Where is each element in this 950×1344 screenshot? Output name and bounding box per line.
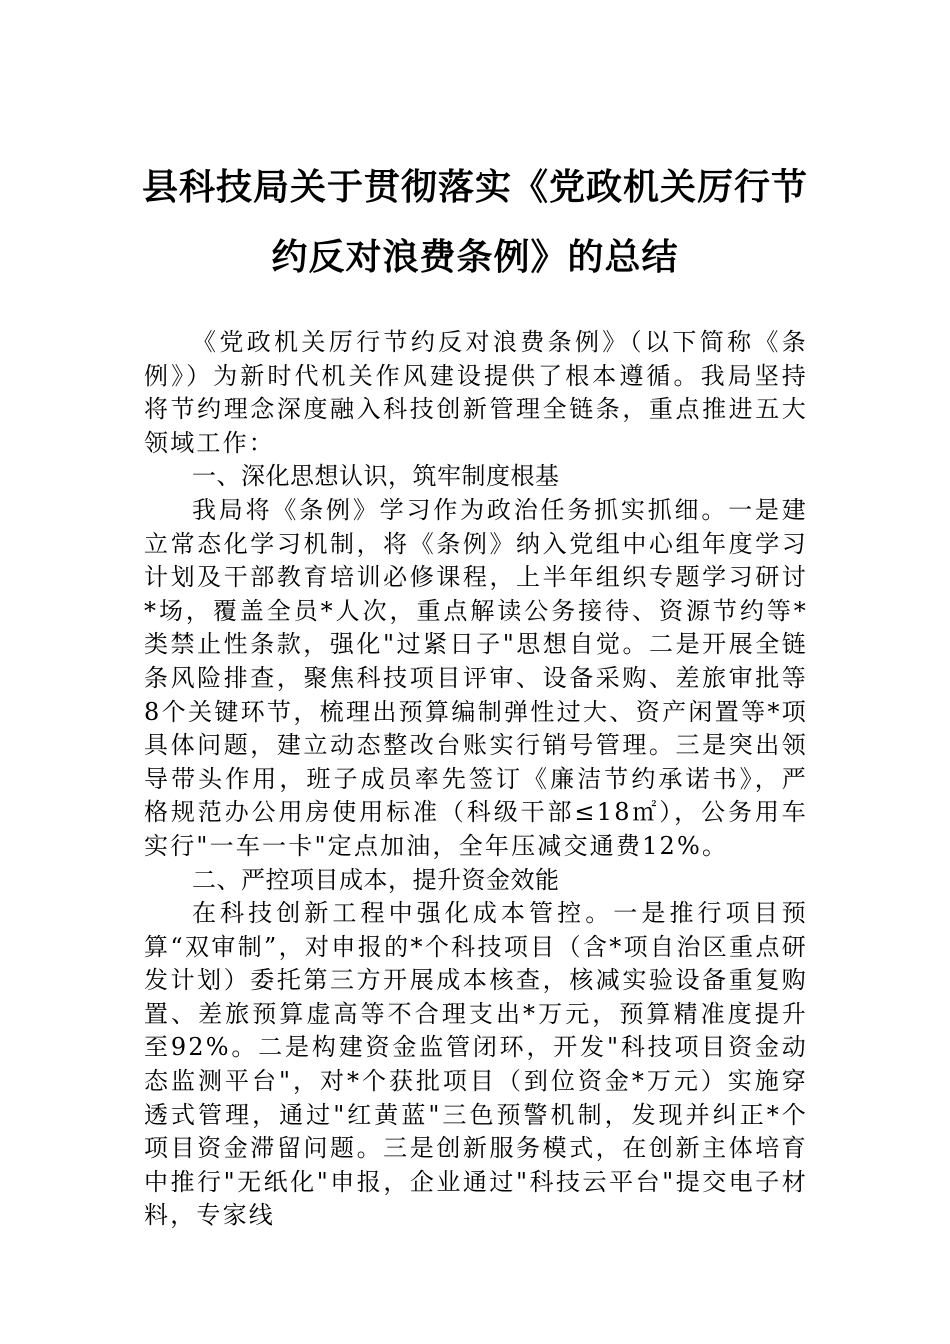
- title-line-1: 县科技局关于贯彻落实《党政机关厉行节: [141, 166, 808, 208]
- title-line-2: 约反对浪费条例》的总结: [271, 236, 679, 278]
- document-title: [140, 152, 810, 292]
- section-heading-2: 二、严控项目成本，提升资金效能: [192, 865, 560, 894]
- section-paragraph-2: 在科技创新工程中强化成本管控。一是推行项目预算“双审制”，对申报的*个科技项目（含*项自治区重点研发计划）委托第三方开展成本核查，核减实验设备重复购置、差旅预算虚高等不合理支出*万元，预算精准度提升至92%。二是构建资金监管闭环，开发"科技项目资金动态监测平台"，对*个获批项目（到位资金*万元）实施穿透式管理，通过"红黄蓝"三色预警机制，发现并纠正*个项目资金滞留问题。三是创新服务模式，在创新主体培育中推行"无纸化"申报，企业通过"科技云平台"提交电子材料，专家线: [144, 899, 808, 1230]
- section-paragraph-1: 我局将《条例》学习作为政治任务抓实抓细。一是建立常态化学习机制，将《条例》纳入党组中心组年度学习计划及干部教育培训必修课程，上半年组织专题学习研讨*场，覆盖全员*人次，重点解读公务接待、资源节约等*类禁止性条款，强化"过紧日子"思想自觉。二是开展全链条风险排查，聚焦科技项目评审、设备采购、差旅审批等8个关键环节，梳理出预算编制弹性过大、资产闲置等*项具体问题，建立动态整改台账实行销号管理。三是突出领导带头作用，班子成员率先签订《廉洁节约承诺书》，严格规范办公用房使用标准（科级干部≤18㎡），公务用车实行"一车一卡"定点加油，全年压减交通费12%。: [144, 495, 808, 860]
- section-heading-1: 一、深化思想认识，筑牢制度根基: [192, 462, 560, 491]
- document-body: [144, 326, 808, 1233]
- intro-paragraph: 《党政机关厉行节约反对浪费条例》（以下简称《条例》）为新时代机关作风建设提供了根本遵循。我局坚持将节约理念深度融入科技创新管理全链条，重点推进五大领域工作：: [144, 328, 808, 457]
